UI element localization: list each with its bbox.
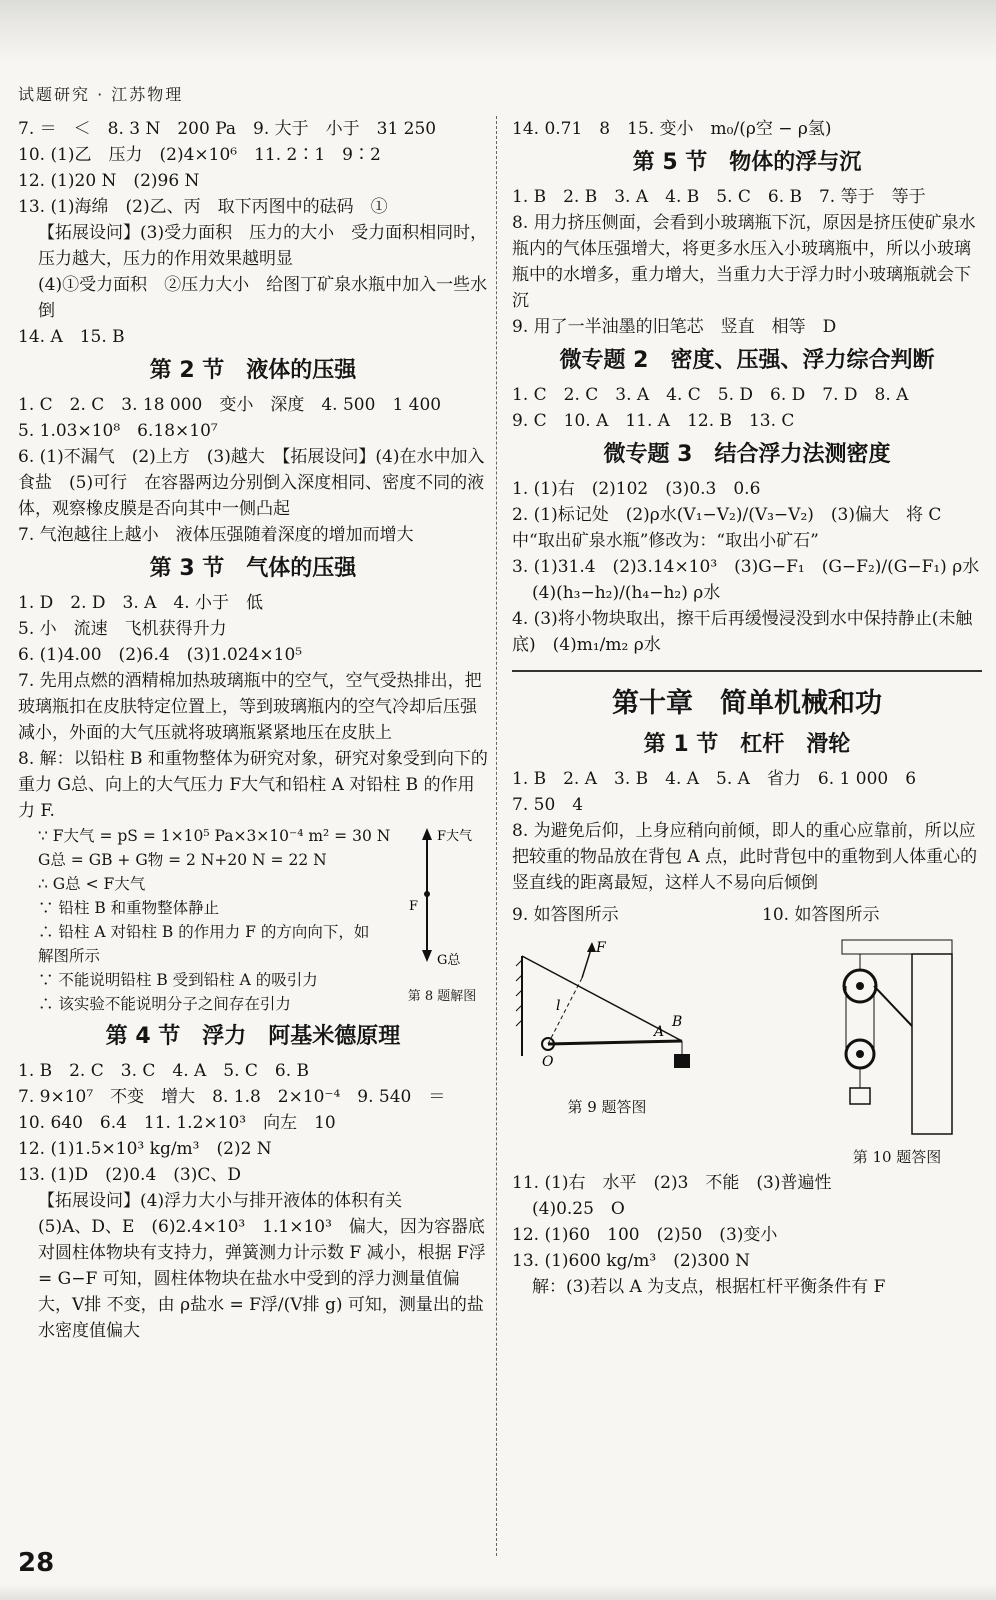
answer-line: 3. (1)31.4 (2)3.14×10³ (3)G−F₁ (G−F₂)/(G−F₁) ρ水 <box>512 557 980 577</box>
force-label-fair: F大气 <box>437 829 473 844</box>
lever-svg <box>512 936 702 1086</box>
answer-line: 7. 气泡越往上越小 液体压强随着深度的增加而增大 <box>18 525 414 545</box>
answer-line: 1. B 2. A 3. B 4. A 5. A 省力 6. 1 000 6 <box>512 769 917 789</box>
answer-line: 8. 用力挤压侧面，会看到小玻璃瓶下沉，原因是挤压使矿泉水瓶内的气体压强增大，将更多水压入小玻璃瓶中，所以小玻璃瓶中的水增多，重力增大，当重力大于浮力时小玻璃瓶就会下沉 <box>512 213 976 311</box>
section-title: 第 4 节 浮力 阿基米德原理 <box>105 1024 401 1049</box>
answer-line: 7. 先用点燃的酒精棉加热玻璃瓶中的空气，空气受热排出，把玻璃瓶扣在皮肤特定位置上，等到玻璃瓶内的空气冷却后压强减小，外面的大气压就将玻璃瓶紧紧地压在皮肤上 <box>18 671 482 743</box>
column-divider <box>496 116 497 1556</box>
solution-line: ∴ 铅柱 A 对铅柱 B 的作用力 F 的方向向下，如解图所示 <box>38 923 370 965</box>
solution-line: G总 = GB + G物 = 2 N+20 N = 22 N <box>38 851 327 869</box>
answer-line: 7. 9×10⁷ 不变 增大 8. 1.8 2×10⁻⁴ 9. 540 ＝ <box>18 1087 446 1107</box>
answer-line: 7. 50 4 <box>512 795 584 815</box>
section-title: 第 3 节 气体的压强 <box>149 556 357 581</box>
section-title: 微专题 2 密度、压强、浮力综合判断 <box>559 348 935 373</box>
answer-line: 10. (1)乙 压力 (2)4×10⁶ 11. 2∶1 9∶2 <box>18 145 381 165</box>
answer-line: 8. 为避免后仰，上身应稍向前倾，即人的重心应靠前，所以应把较重的物品放在背包 A 点，此时背包中的重物到人体重心的竖直线的距离最短，这样人不易向后倾倒 <box>512 821 978 893</box>
scan-bottom-band <box>0 1584 996 1600</box>
answer-line: 6. (1)不漏气 (2)上方 (3)越大 【拓展设问】(4)在水中加入食盐 (5)可行 在容器两边分别倒入深度相同、密度不同的液体，观察橡皮膜是否向其中一侧凸起 <box>18 447 485 519</box>
answer-line: 12. (1)20 N (2)96 N <box>18 171 200 191</box>
section-title: 第 5 节 物体的浮与沉 <box>632 150 862 175</box>
pulley-figure <box>812 936 982 1170</box>
force-label-f: F <box>409 899 419 914</box>
answer-line: 13. (1)海绵 (2)乙、丙 取下丙图中的砝码 ① <box>18 197 388 217</box>
solution-line: ∵ 铅柱 B 和重物整体静止 <box>38 899 220 917</box>
lever-figure <box>512 936 702 1170</box>
answer-line: 5. 小 流速 飞机获得升力 <box>18 619 227 639</box>
answer-line: (4)①受力面积 ②压力大小 给图丁矿泉水瓶中加入一些水 倒 <box>38 275 505 321</box>
answer-line: 6. (1)4.00 (2)6.4 (3)1.024×10⁵ <box>18 645 303 665</box>
answer-line: 1. C 2. C 3. 18 000 变小 深度 4. 500 1 400 <box>18 395 442 415</box>
label-l: l <box>556 998 561 1014</box>
answer-line: 解：(3)若以 A 为支点，根据杠杆平衡条件有 F <box>532 1277 886 1297</box>
solution-line: ∴ G总 < F大气 <box>38 875 146 893</box>
pulley-svg <box>812 936 982 1136</box>
section-title: 第 1 节 杠杆 滑轮 <box>643 732 851 757</box>
answer-line: (5)A、D、E (6)2.4×10³ 1.1×10³ 偏大，因为容器底对圆柱体物块有支持力，弹簧测力计示数 F 减小，根据 F浮 = G−F 可知，圆柱体物块在盐水中受到的浮力测量值偏大，V排 不变，由 ρ盐水 = F浮/(V排 g) 可知，测量出的盐水密度值偏大 <box>38 1217 486 1341</box>
solution-line: ∴ 该实验不能说明分子之间存在引力 <box>38 995 291 1013</box>
section-title: 第 2 节 液体的压强 <box>149 358 357 383</box>
force-diagram <box>396 824 488 1010</box>
answer-line: 12. (1)1.5×10³ kg/m³ (2)2 N <box>18 1139 272 1159</box>
solution-line: ∵ 不能说明铅柱 B 受到铅柱 A 的吸引力 <box>38 971 318 989</box>
answer-line: 14. A 15. B <box>18 327 125 347</box>
chapter-title: 第十章 简单机械和功 <box>612 688 882 719</box>
figure-caption: 第 8 题解图 <box>407 989 477 1004</box>
q9-label: 9. 如答图所示 <box>512 905 619 925</box>
answer-line: 【拓展设问】(3)受力面积 压力的大小 受力面积相同时，压力越大，压力的作用效果越明显 <box>38 223 488 269</box>
answer-line: 12. (1)60 100 (2)50 (3)变小 <box>512 1225 778 1245</box>
section-title: 微专题 3 结合浮力法测密度 <box>603 442 891 467</box>
left-column <box>18 116 505 1344</box>
answer-line: 2. (1)标记处 (2)ρ水(V₁−V₂)/(V₃−V₂) (3)偏大 将 C 中“取出矿泉水瓶”修改为：“取出小矿石” <box>512 505 942 551</box>
page-header: 试题研究 · 江苏物理 <box>18 85 184 104</box>
label-o: O <box>542 1054 554 1070</box>
answer-line: 13. (1)600 kg/m³ (2)300 N <box>512 1251 751 1271</box>
answer-line: 13. (1)D (2)0.4 (3)C、D <box>18 1165 241 1185</box>
answer-line: 1. B 2. C 3. C 4. A 5. C 6. B <box>18 1061 310 1081</box>
force-label-g: G总 <box>437 953 461 968</box>
figure-caption: 第 10 题答图 <box>852 1148 942 1166</box>
answer-line: 11. (1)右 水平 (2)3 不能 (3)普遍性 <box>512 1173 832 1193</box>
answer-line: 8. 解：以铅柱 B 和重物整体为研究对象，研究对象受到向下的重力 G总、向上的大气压力 F大气和铅柱 A 对铅柱 B 的作用力 F. <box>18 749 488 821</box>
label-f: F <box>596 940 606 956</box>
label-b: B <box>672 1014 683 1030</box>
answer-line: (4)(h₃−h₂)/(h₄−h₂) ρ水 <box>532 583 721 603</box>
answer-line: 1. B 2. B 3. A 4. B 5. C 6. B 7. 等于 等于 <box>512 187 926 207</box>
answer-line: 14. 0.71 8 15. 变小 m₀/(ρ空 − ρ氢) <box>512 119 832 139</box>
figure-caption: 第 9 题答图 <box>567 1098 647 1116</box>
answer-line: 1. (1)右 (2)102 (3)0.3 0.6 <box>512 479 761 499</box>
answer-line: 1. D 2. D 3. A 4. 小于 低 <box>18 593 264 613</box>
answer-line: 7. ＝ ＜ 8. 3 N 200 Pa 9. 大于 小于 31 250 <box>18 119 437 139</box>
label-a: A <box>654 1024 665 1040</box>
answer-line: (4)0.25 O <box>532 1199 625 1219</box>
answer-line: 10. 640 6.4 11. 1.2×10³ 向左 10 <box>18 1113 336 1133</box>
solution-block <box>18 824 488 1016</box>
solution-line: ∵ F大气 = pS = 1×10⁵ Pa×3×10⁻⁴ m² = 30 N <box>38 827 391 845</box>
scan-top-band <box>0 0 996 62</box>
page-number: 28 <box>18 1548 55 1578</box>
answer-line: 【拓展设问】(4)浮力大小与排开液体的体积有关 <box>38 1191 403 1211</box>
force-diagram-svg <box>397 824 487 974</box>
figures <box>512 936 982 1170</box>
chapter-divider <box>512 670 982 672</box>
answer-line: 4. (3)将小物块取出，擦干后再缓慢浸没到水中保持静止(未触底) (4)m₁/m₂ ρ水 <box>512 609 973 655</box>
q10-label: 10. 如答图所示 <box>762 905 880 925</box>
right-column <box>512 116 982 1300</box>
answer-line: 1. C 2. C 3. A 4. C 5. D 6. D 7. D 8. A <box>512 385 909 405</box>
answer-line: 9. 用了一半油墨的旧笔芯 竖直 相等 D <box>512 317 837 337</box>
answer-line: 9. C 10. A 11. A 12. B 13. C <box>512 411 795 431</box>
answer-line: 5. 1.03×10⁸ 6.18×10⁷ <box>18 421 218 441</box>
figure-labels <box>512 902 982 928</box>
